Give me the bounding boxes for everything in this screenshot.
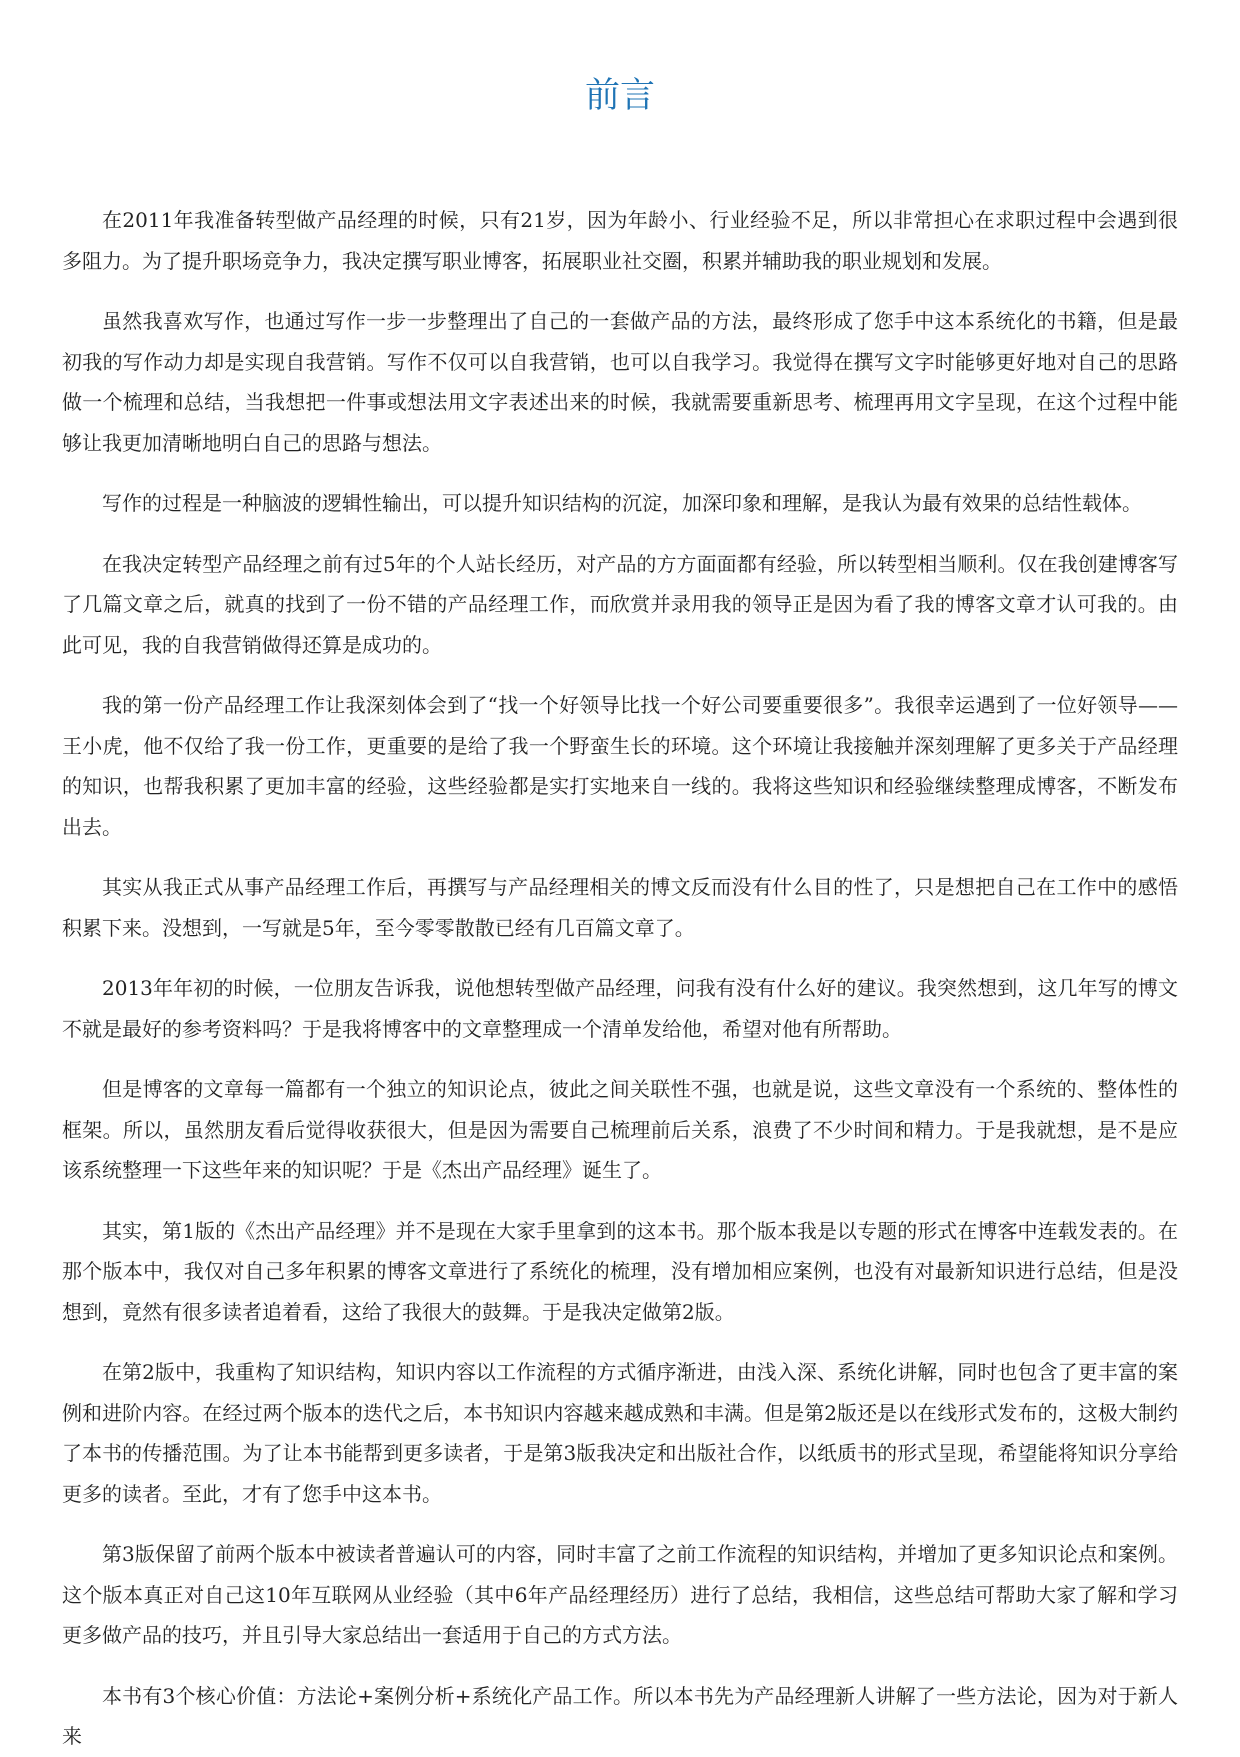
paragraph-2: 虽然我喜欢写作，也通过写作一步一步整理出了自己的一套做产品的方法，最终形成了您手中这本系统化的书籍，但是最初我的写作动力却是实现自我营销。写作不仅可以自我营销，也可以自我学习。我觉得在撰写文字时能够更好地对自己的思路做一个梳理和总结，当我想把一件事或想法用文字表述出来的时候，我就需要重新思考、梳理再用文字呈现，在这个过程中能够让我更加清晰地明白自己的思路与想法。 (62, 309, 1178, 455)
page-title: 前言 (584, 76, 655, 116)
paragraph-4: 在我决定转型产品经理之前有过5年的个人站长经历，对产品的方方面面都有经验，所以转型相当顺利。仅在我创建博客写了几篇文章之后，就真的找到了一份不错的产品经理工作，而欣赏并录用我的领导正是因为看了我的博客文章才认可我的。由此可见，我的自我营销做得还算是成功的。 (62, 551, 1178, 657)
paragraph-6: 其实从我正式从事产品经理工作后，再撰写与产品经理相关的博文反而没有什么目的性了，只是想把自己在工作中的感悟积累下来。没想到，一写就是5年，至今零零散散已经有几百篇文章了。 (62, 875, 1178, 940)
paragraph-12: 本书有3个核心价值：方法论+案例分析+系统化产品工作。所以本书先为产品经理新人讲解了一些方法论，因为对于新人来 (62, 1683, 1178, 1748)
paragraph-11: 第3版保留了前两个版本中被读者普遍认可的内容，同时丰富了之前工作流程的知识结构，并增加了更多知识论点和案例。这个版本真正对自己这10年互联网从业经验（其中6年产品经理经历）进行了总结，我相信，这些总结可帮助大家了解和学习更多做产品的技巧，并且引导大家总结出一套适用于自己的方式方法。 (62, 1542, 1178, 1647)
paragraph-1: 在2011年我准备转型做产品经理的时候，只有21岁，因为年龄小、行业经验不足，所以非常担心在求职过程中会遇到很多阻力。为了提升职场竞争力，我决定撰写职业博客，拓展职业社交圈，积累并辅助我的职业规划和发展。 (62, 208, 1178, 273)
paragraph-8: 但是博客的文章每一篇都有一个独立的知识论点，彼此之间关联性不强，也就是说，这些文章没有一个系统的、整体性的框架。所以，虽然朋友看后觉得收获很大，但是因为需要自己梳理前后关系，浪费了不少时间和精力。于是我就想，是不是应该系统整理一下这些年来的知识呢？于是《杰出产品经理》诞生了。 (62, 1077, 1178, 1182)
paragraph-9: 其实，第1版的《杰出产品经理》并不是现在大家手里拿到的这本书。那个版本我是以专题的形式在博客中连载发表的。在那个版本中，我仅对自己多年积累的博客文章进行了系统化的梳理，没有增加相应案例，也没有对最新知识进行总结，但是没想到，竟然有很多读者追着看，这给了我很大的鼓舞。于是我决定做第2版。 (62, 1218, 1178, 1324)
preface-body (62, 200, 1178, 1757)
paragraph-7: 2013年年初的时候，一位朋友告诉我，说他想转型做产品经理，问我有没有什么好的建议。我突然想到，这几年写的博文不就是最好的参考资料吗？于是我将博客中的文章整理成一个清单发给他，希望对他有所帮助。 (62, 976, 1178, 1041)
paragraph-5: 我的第一份产品经理工作让我深刻体会到了“找一个好领导比找一个好公司要重要很多”。我很幸运遇到了一位好领导——王小虎，他不仅给了我一份工作，更重要的是给了我一个野蛮生长的环境。这个环境让我接触并深刻理解了更多关于产品经理的知识，也帮我积累了更加丰富的经验，这些经验都是实打实地来自一线的。我将这些知识和经验继续整理成博客，不断发布出去。 (62, 693, 1178, 839)
paragraph-3: 写作的过程是一种脑波的逻辑性输出，可以提升知识结构的沉淀，加深印象和理解，是我认为最有效果的总结性载体。 (102, 491, 1142, 515)
paragraph-10: 在第2版中，我重构了知识结构，知识内容以工作流程的方式循序渐进，由浅入深、系统化讲解，同时也包含了更丰富的案例和进阶内容。在经过两个版本的迭代之后，本书知识内容越来越成熟和丰满。但是第2版还是以在线形式发布的，这极大制约了本书的传播范围。为了让本书能帮到更多读者，于是第3版我决定和出版社合作，以纸质书的形式呈现，希望能将知识分享给更多的读者。至此，才有了您手中这本书。 (62, 1360, 1178, 1506)
